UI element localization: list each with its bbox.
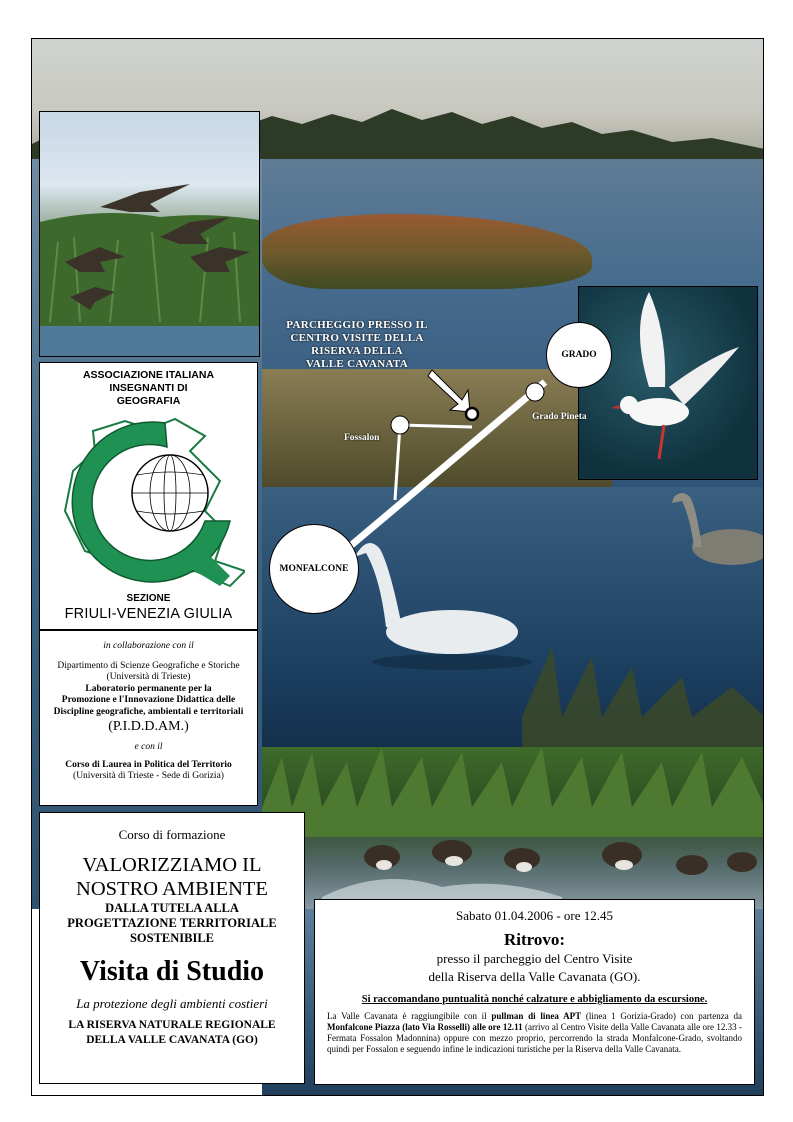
- association-title: ASSOCIAZIONE ITALIANA INSEGNANTI DI GEOGRAFIA: [82, 369, 215, 407]
- lab-line2: Promozione e l'Innovazione Didattica delle: [61, 695, 236, 705]
- dept-line1: Dipartimento di Scienze Geografiche e Storiche: [57, 660, 240, 671]
- meeting-place: presso il parcheggio del Centro Visite della Riserva della Valle Cavanata (GO).: [428, 951, 641, 984]
- ducks-photo: [262, 747, 764, 917]
- acronym: (P.I.D.D.AM.): [108, 719, 189, 734]
- meeting-date: Sabato 01.04.2006 - ore 12.45: [455, 908, 614, 923]
- course-subtitle: DALLA TUTELA ALLA PROGETTAZIONE TERRITORIALE SOSTENIBILE: [67, 901, 277, 945]
- grado-circle: GRADO: [546, 322, 612, 388]
- grado-pineta-label: Grado Pineta: [532, 412, 587, 422]
- gull-drawing: [579, 287, 757, 479]
- reserve-road: [400, 425, 472, 427]
- parking-arrow-icon: [428, 370, 470, 412]
- meeting-panel: [314, 899, 755, 1085]
- meeting-note: Si raccomandano puntualità nonché calzature e abbigliamento da escursione.: [361, 994, 708, 1005]
- monfalcone-circle: MONFALCONE: [269, 524, 359, 614]
- dept-line2: (Università di Trieste): [106, 672, 191, 682]
- visit-heading: Visita di Studio: [79, 956, 265, 987]
- aiig-logo: [55, 411, 245, 591]
- fossalon-label: Fossalon: [344, 433, 380, 443]
- course-title: VALORIZZIAMO IL NOSTRO AMBIENTE: [76, 854, 268, 900]
- and-with: e con il: [134, 742, 163, 752]
- section-label: SEZIONE: [126, 593, 171, 604]
- collaboration-panel: [39, 630, 258, 806]
- ducks-drawing: [262, 747, 764, 917]
- directions-text: La Valle Cavanata è raggiungibile con il pullman di linea APT (linea 1 Gorizia-Grado) con partenza da Monfalcone Piazza (lato Via Rosselli) alle ore 12.11 (arrivo al Centro Visite della Valle Cavanata alle ore 12.33 - Fermata Fossalon Madonnina) oppure con mezzo proprio, percorrendo la strada Monfalcone-Grado, svoltando quindi per Fossalon e seguendo infine le indicazioni turistiche per la Riserva della Valle Cavanata.: [327, 1011, 742, 1054]
- degree-line1: Corso di Laurea in Politica del Territorio: [65, 759, 232, 770]
- meeting-heading: Ritrovo:: [503, 930, 566, 949]
- association-panel: [39, 362, 258, 630]
- parking-marker: [466, 408, 478, 420]
- lab-line1: Laboratorio permanente per la: [85, 683, 212, 694]
- lab-line3: Discipline geografiche, ambientali e territoriali: [53, 706, 244, 717]
- degree-line2: (Università di Trieste - Sede di Gorizia): [73, 771, 224, 781]
- course-label: Corso di formazione: [118, 827, 226, 842]
- section-name: FRIULI-VENEZIA GIULIA: [64, 606, 233, 622]
- parking-label: PARCHEGGIO PRESSO IL CENTRO VISITE DELLA RISERVA DELLA VALLE CAVANATA: [286, 319, 428, 370]
- geese-drawing: [40, 112, 259, 356]
- fossalon-marker: [391, 416, 409, 434]
- grado-pineta-marker: [526, 383, 544, 401]
- course-panel: [39, 812, 305, 1084]
- collab-intro: in collaborazione con il: [103, 641, 194, 651]
- gull-inset-photo: [578, 286, 758, 480]
- reserve-name: LA RISERVA NATURALE REGIONALE DELLA VALLE CAVANATA (GO): [68, 1019, 276, 1046]
- visit-theme: La protezione degli ambienti costieri: [76, 996, 268, 1011]
- fossalon-road: [395, 425, 400, 500]
- geese-inset-photo: [39, 111, 260, 357]
